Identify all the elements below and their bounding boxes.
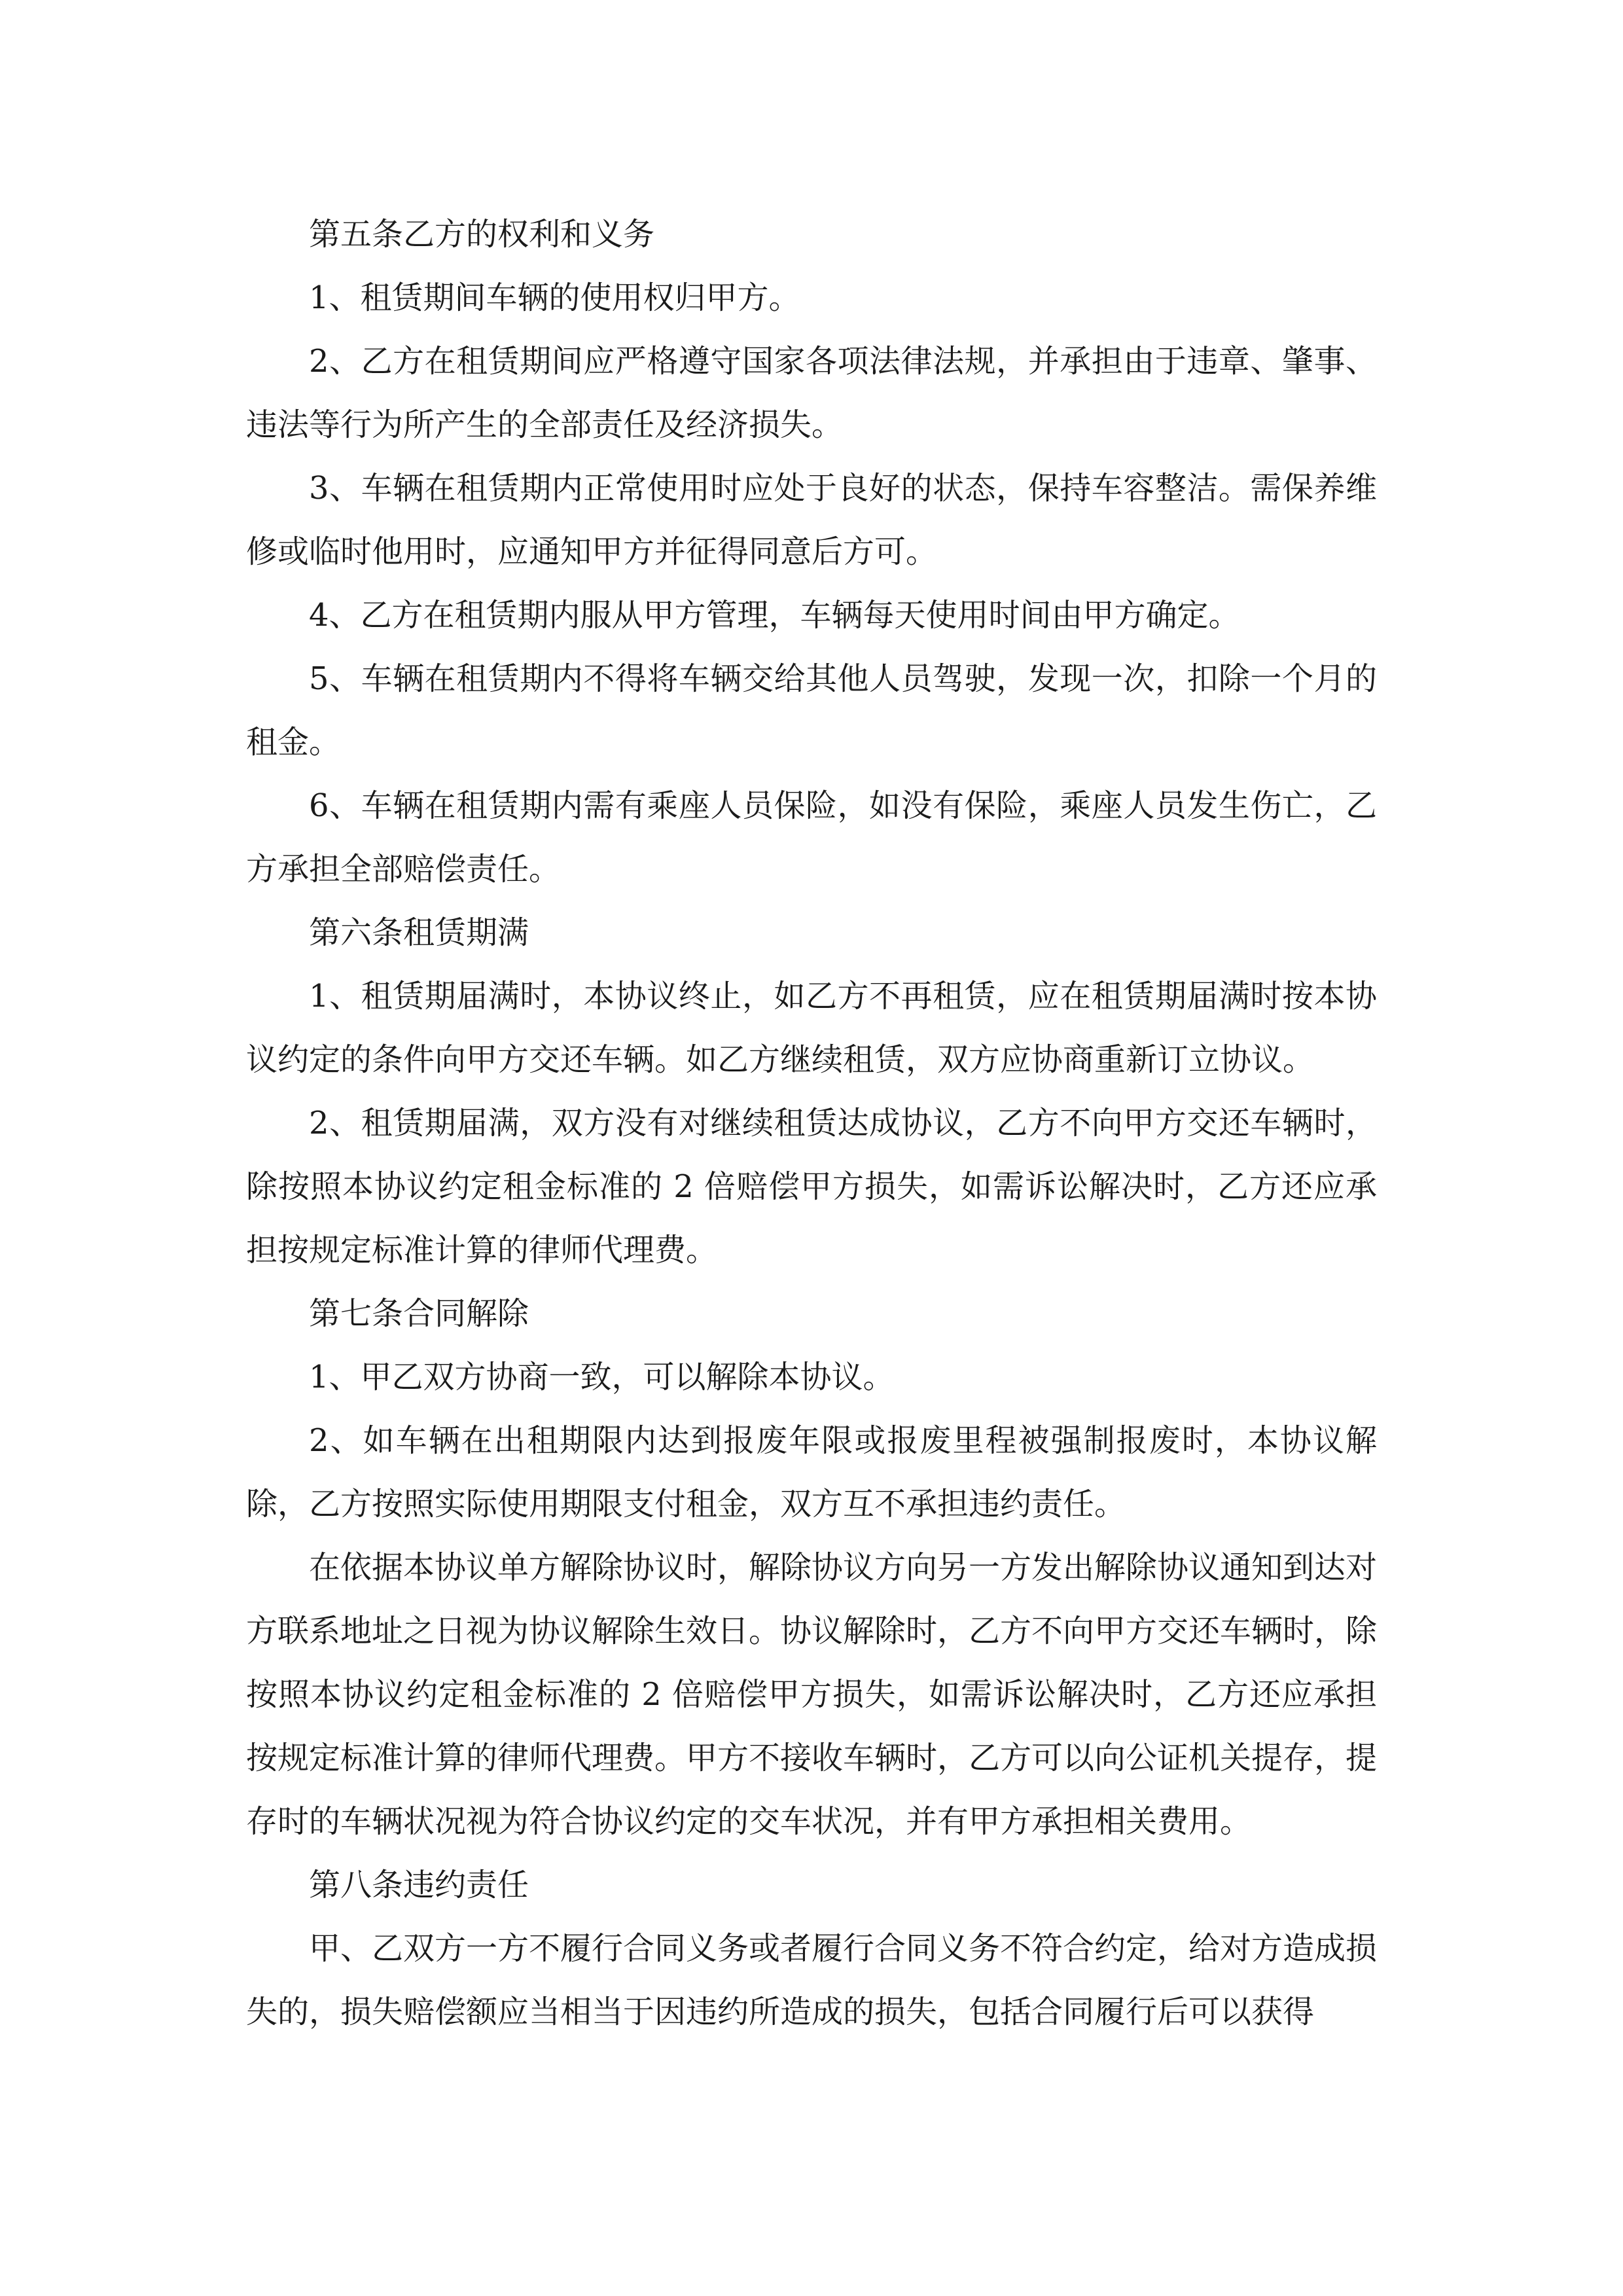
article-6-heading: 第六条租赁期满 [309, 914, 529, 951]
article-5-clause-2: 2、乙方在租赁期间应严格遵守国家各项法律法规，并承担由于违章、肇事、违法等行为所产生的全部责任及经济损失。 [246, 343, 1377, 443]
article-7-clause-1: 1、甲乙双方协商一致，可以解除本协议。 [309, 1359, 895, 1395]
article-6-clause-1: 1、租赁期届满时，本协议终止，如乙方不再租赁，应在租赁期届满时按本协议约定的条件向甲方交还车辆。如乙方继续租赁，双方应协商重新订立协议。 [246, 978, 1377, 1078]
article-7-heading: 第七条合同解除 [309, 1295, 529, 1332]
article-5-clause-1: 1、租赁期间车辆的使用权归甲方。 [309, 279, 800, 316]
document-body [246, 203, 1377, 2044]
article-8-heading: 第八条违约责任 [309, 1867, 529, 1903]
article-5-clause-6: 6、车辆在租赁期内需有乘座人员保险，如没有保险，乘座人员发生伤亡，乙方承担全部赔偿责任。 [246, 787, 1377, 888]
article-5-clause-5: 5、车辆在租赁期内不得将车辆交给其他人员驾驶，发现一次，扣除一个月的租金。 [246, 660, 1377, 761]
article-5-heading: 第五条乙方的权利和义务 [309, 216, 655, 253]
article-5-clause-3: 3、车辆在租赁期内正常使用时应处于良好的状态，保持车容整洁。需保养维修或临时他用时，应通知甲方并征得同意后方可。 [246, 470, 1377, 570]
article-8-paragraph: 甲、乙双方一方不履行合同义务或者履行合同义务不符合约定，给对方造成损失的，损失赔偿额应当相当于因违约所造成的损失，包括合同履行后可以获得 [246, 1930, 1378, 2030]
article-6-clause-2: 2、租赁期届满，双方没有对继续租赁达成协议，乙方不向甲方交还车辆时，除按照本协议约定租金标准的 2 倍赔偿甲方损失，如需诉讼解决时，乙方还应承担按规定标准计算的律师代理费。 [246, 1105, 1377, 1268]
article-5-clause-4: 4、乙方在租赁期内服从甲方管理，车辆每天使用时间由甲方确定。 [309, 597, 1240, 634]
article-7-clause-2: 2、如车辆在出租期限内达到报废年限或报废里程被强制报废时，本协议解除，乙方按照实际使用期限支付租金，双方互不承担违约责任。 [246, 1422, 1377, 1522]
article-7-paragraph: 在依据本协议单方解除协议时，解除协议方向另一方发出解除协议通知到达对方联系地址之日视为协议解除生效日。协议解除时，乙方不向甲方交还车辆时，除按照本协议约定租金标准的 2 倍赔偿甲方损失，如需诉讼解决时，乙方还应承担按规定标准计算的律师代理费。甲方不接收车辆时，乙方可以向公证机关提存，提存时的车辆状况视为符合协议约定的交车状况，并有甲方承担相关费用。 [246, 1549, 1378, 1840]
